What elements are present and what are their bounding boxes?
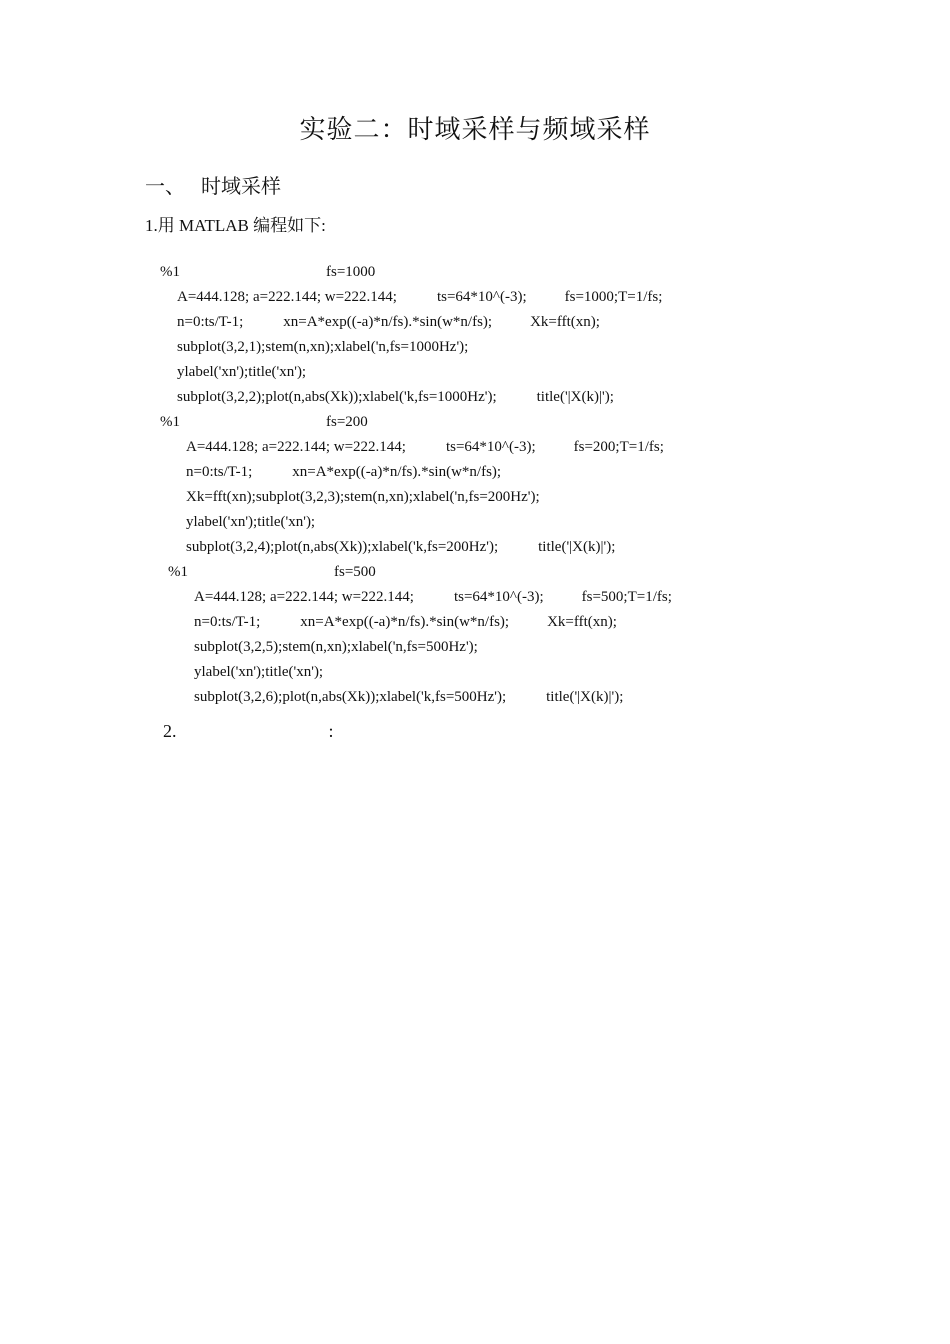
code-segment: ylabel('xn');title('xn'); xyxy=(194,664,324,680)
code-segment: Xk=fft(xn);subplot(3,2,3);stem(n,xn);xlabel('n,fs=200Hz'); xyxy=(186,489,540,505)
code-segment: title('|X(k)|'); xyxy=(536,389,614,405)
code-segment: title('|X(k)|'); xyxy=(546,689,624,705)
code-segment: Xk=fft(xn); xyxy=(547,614,617,630)
step-number: 2. xyxy=(163,721,177,741)
section-label: 时域采样 xyxy=(201,174,281,198)
comment-label: fs=200 xyxy=(326,414,368,430)
code-segment: n=0:ts/T-1; xyxy=(177,314,244,330)
comment-prefix: %1 xyxy=(160,414,180,430)
code-segment: xn=A*exp((-a)*n/fs).*sin(w*n/fs); xyxy=(283,314,493,330)
code-segment: subplot(3,2,4);plot(n,abs(Xk));xlabel('k,fs=200Hz'); xyxy=(186,539,499,555)
comment-prefix: %1 xyxy=(168,564,188,580)
code-segment: fs=200;T=1/fs; xyxy=(573,439,664,455)
code-segment: xn=A*exp((-a)*n/fs).*sin(w*n/fs); xyxy=(292,464,502,480)
code-segment: ylabel('xn');title('xn'); xyxy=(177,364,307,380)
code-segment: fs=1000;T=1/fs; xyxy=(564,289,663,305)
code-segment: A=444.128; a=222.144; w=222.144; xyxy=(194,589,414,605)
code-segment: xn=A*exp((-a)*n/fs).*sin(w*n/fs); xyxy=(300,614,510,630)
code-segment: fs=500;T=1/fs; xyxy=(581,589,672,605)
code-segment: ts=64*10^(-3); xyxy=(436,289,527,305)
subheading: 1.用 MATLAB 编程如下: xyxy=(145,216,326,235)
code-segment: ts=64*10^(-3); xyxy=(445,439,536,455)
comment-label: fs=500 xyxy=(334,564,376,580)
section-number: 一、 xyxy=(145,174,185,198)
step-2-heading xyxy=(145,698,334,764)
page-title: 实验二：时域采样与频域采样 xyxy=(299,115,651,145)
code-segment: ts=64*10^(-3); xyxy=(453,589,544,605)
code-segment: Xk=fft(xn); xyxy=(530,314,600,330)
code-segment: A=444.128; a=222.144; w=222.144; xyxy=(177,289,397,305)
code-segment: subplot(3,2,6);plot(n,abs(Xk));xlabel('k,fs=500Hz'); xyxy=(194,689,507,705)
code-segment: subplot(3,2,1);stem(n,xn);xlabel('n,fs=1000Hz'); xyxy=(177,339,469,355)
section-heading xyxy=(145,172,281,200)
code-segment: subplot(3,2,5);stem(n,xn);xlabel('n,fs=500Hz'); xyxy=(194,639,478,655)
code-segment: subplot(3,2,2);plot(n,abs(Xk));xlabel('k,fs=1000Hz'); xyxy=(177,389,497,405)
step-colon: : xyxy=(328,721,334,741)
comment-prefix: %1 xyxy=(160,264,180,280)
code-segment: n=0:ts/T-1; xyxy=(186,464,253,480)
code-segment: A=444.128; a=222.144; w=222.144; xyxy=(186,439,406,455)
code-segment: ylabel('xn');title('xn'); xyxy=(186,514,316,530)
code-segment: n=0:ts/T-1; xyxy=(194,614,261,630)
code-segment: title('|X(k)|'); xyxy=(538,539,616,555)
comment-label: fs=1000 xyxy=(326,264,376,280)
